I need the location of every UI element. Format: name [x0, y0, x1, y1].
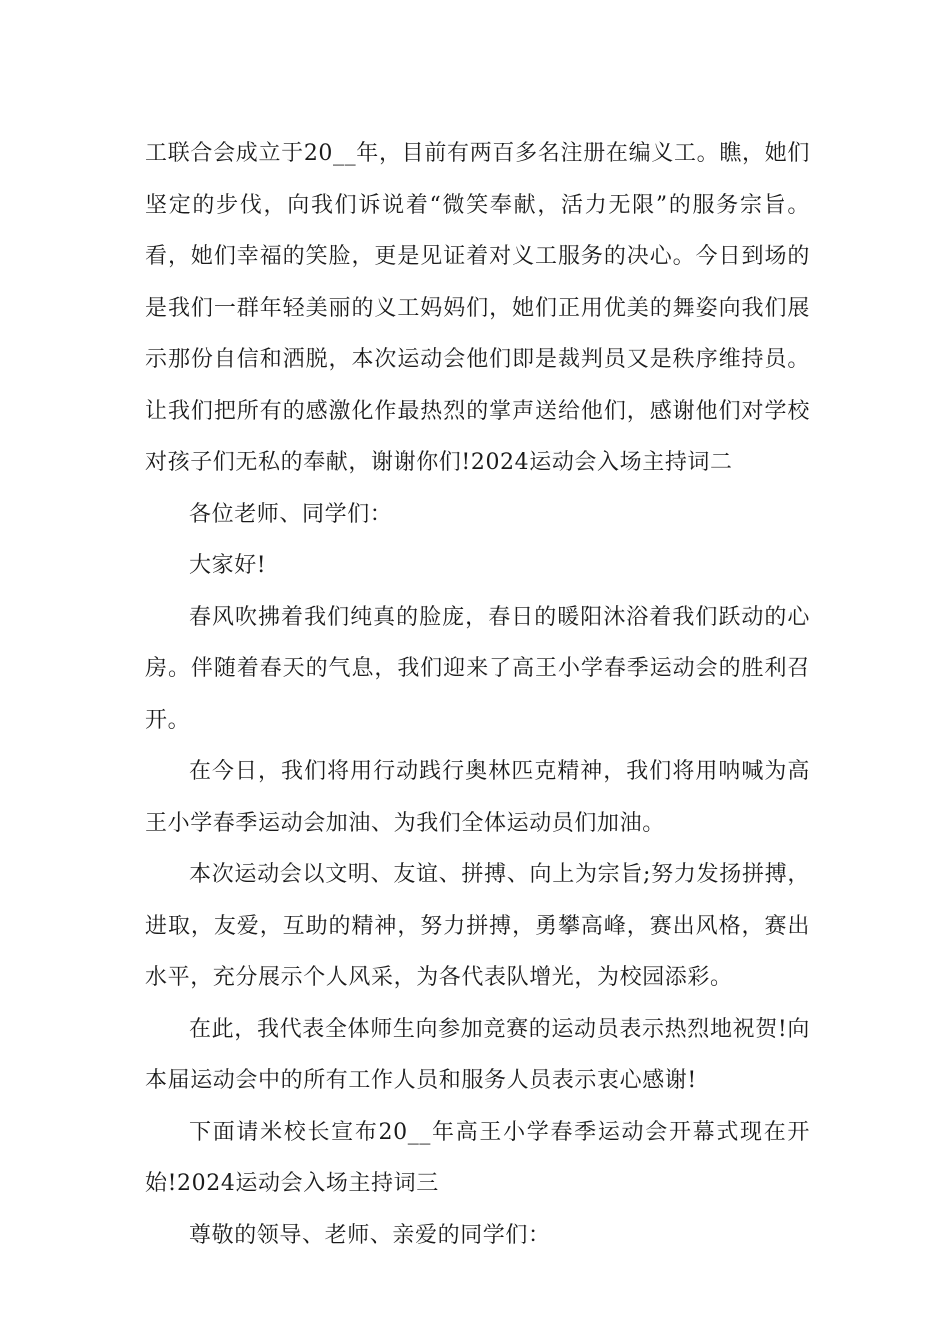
- paragraph-volunteer-intro: 工联合会成立于20__年，目前有两百多名注册在编义工。瞧，她们坚定的步伐，向我们诉说着“微笑奉献，活力无限”的服务宗旨。看，她们幸福的笑脸，更是见证着对义工服务的决心。今日到场的是我们一群年轻美丽的义工妈妈们，她们正用优美的舞姿向我们展示那份自信和洒脱，本次运动会他们即是裁判员又是秩序维持员。让我们把所有的感激化作最热烈的掌声送给他们，感谢他们对学校对孩子们无私的奉献，谢谢你们!2024运动会入场主持词二: [145, 141, 810, 475]
- paragraph-spring-opening: 春风吹拂着我们纯真的脸庞，春日的暖阳沐浴着我们跃动的心房。伴随着春天的气息，我们迎来了高王小学春季运动会的胜利召开。: [145, 604, 810, 733]
- paragraph-meet-purpose: 本次运动会以文明、友谊、拼搏、向上为宗旨;努力发扬拼搏，进取，友爱，互助的精神，努力拼搏，勇攀高峰，赛出风格，赛出水平，充分展示个人风采，为各代表队增光，为校园添彩。: [145, 862, 810, 990]
- paragraph-olympic-spirit: 在今日，我们将用行动践行奥林匹克精神，我们将用呐喊为高王小学春季运动会加油、为我们全体运动员们加油。: [145, 759, 810, 836]
- paragraph-respected-leaders: 尊敬的领导、老师、亲爱的同学们：: [189, 1222, 551, 1248]
- paragraph-congratulations: 在此，我代表全体师生向参加竞赛的运动员表示热烈地祝贺!向本届运动会中的所有工作人员和服务人员表示衷心感谢!: [145, 1016, 810, 1093]
- document-body: [145, 128, 810, 1261]
- paragraph-hello-everyone: 大家好!: [189, 553, 267, 578]
- paragraph-principal-announcement: 下面请米校长宣布20__年高王小学春季运动会开幕式现在开始!2024运动会入场主持词三: [145, 1119, 810, 1196]
- paragraph-greeting-teachers-students: 各位老师、同学们：: [189, 501, 393, 527]
